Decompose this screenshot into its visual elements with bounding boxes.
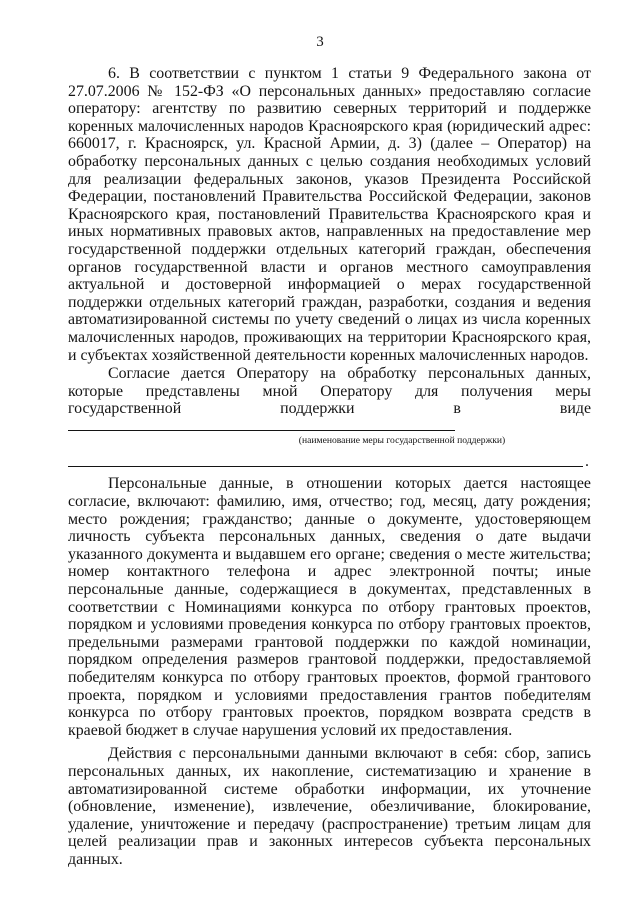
paragraph-consent-operator: 6. В соответствии с пунктом 1 статьи 9 Федерального закона от 27.07.2006 № 152-ФЗ «О персональных данных» предоставляю согласие оператору: агентству по развитию северных территорий и поддержке коренных малочисленных народов Красноярского края (юридический адрес: 660017, г. Красноярск, ул. Красной Армии, д. 3) (далее – Оператор) на обработку персональных данных с целью создания необходимых условий для реализации федеральных законов, указов Президента Российской Федерации, постановлений Правительства Российской Федерации, законов Красноярского края, постановлений Правительства Красноярского края и иных нормативных правовых актов, направленных на предоставление мер государственной поддержки отдельных категорий граждан, обеспечения органов государственной власти и органов местного самоуправления актуальной и достоверной информацией о мерах государственной поддержки отдельных категорий граждан, разработки, создания и ведения автоматизированной системы по учету сведений о лицах из числа коренных малочисленных народов, проживающих на территории Красноярского края, и субъектах хозяйственной деятельности коренных малочисленных народов. — [68, 65, 591, 364]
support-measure-block — [68, 365, 591, 469]
support-measure-field[interactable] — [68, 418, 455, 431]
document-body — [68, 65, 591, 869]
consent-purpose-text: Согласие дается Оператору на обработку персональных данных, которые представлены мной Оператору для получения меры государственной поддержки в виде — [68, 365, 591, 418]
support-measure-caption: (наименование меры государственной поддержки) — [298, 435, 506, 447]
blank-rule — [68, 466, 583, 467]
support-measure-field-continued[interactable] — [68, 451, 591, 469]
paragraph-processing-actions: Действия с персональными данными включают в себя: сбор, запись персональных данных, их накопление, систематизацию и хранение в автоматизированной системе обработки информации, их уточнение (обновление, изменение), извлечение, обезличивание, блокирование, удаление, уничтожение и передачу (распространение) третьим лицам для целей реализации прав и законных интересов субъекта персональных данных. — [68, 745, 591, 868]
paragraph-personal-data-list: Персональные данные, в отношении которых дается настоящее согласие, включают: фамилию, имя, отчество; год, месяц, дату рождения; место рождения; гражданство; данные о документе, удостоверяющем личность субъекта персональных данных, сведения о дате выдачи указанного документа и выдавшем его органе; сведения о месте жительства; номер контактного телефона и адрес электронной почты; иные персональные данные, содержащиеся в документах, представленных в соответствии с Номинациями конкурса по отбору грантовых проектов, порядком и условиями проведения конкурса по отбору грантовых проектов, предельными размерами грантовой поддержки по каждой номинации, порядком определения размеров грантовой поддержки, предоставляемой победителям конкурса по отбору грантовых проектов, формой грантового проекта, порядком и условиями предоставления грантов победителям конкурса по отбору грантовых проектов, порядком возврата средств в краевой бюджет в случае нарушения условий их предоставления. — [68, 475, 591, 739]
period-mark: . — [585, 453, 589, 471]
page-number: 3 — [316, 34, 324, 50]
paragraph-consent-purpose — [68, 365, 591, 435]
